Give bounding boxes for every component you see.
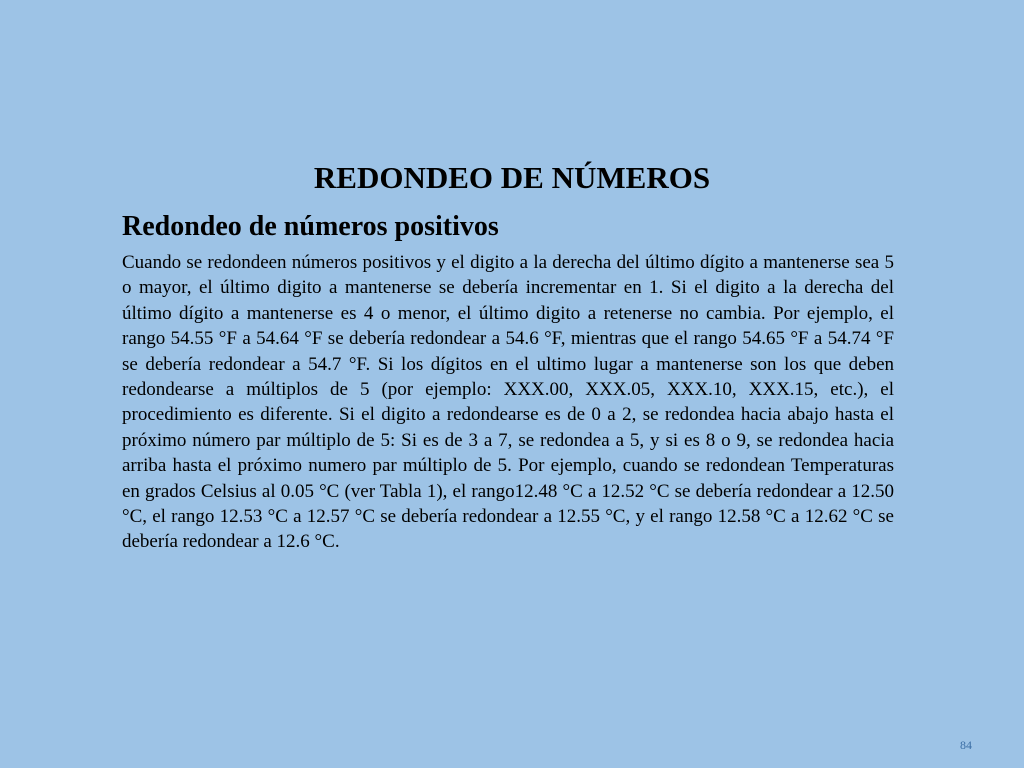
slide-title: REDONDEO DE NÚMEROS: [313, 160, 711, 195]
page-number: 84: [960, 738, 972, 752]
slide-content: [122, 208, 894, 555]
section-subtitle: Redondeo de números positivos: [122, 211, 499, 242]
body-paragraph: Cuando se redondeen números positivos y el digito a la derecha del último dígito a mantenerse sea 5 o mayor, el último digito a mantenerse se debería incrementar en 1. Si el digito a la derecha del último dígito a mantenerse es 4 o menor, el último digito a retenerse no cambia. Por ejemplo, el rango 54.55 °F a 54.64 °F se debería redondear a 54.6 °F, mientras que el rango 54.65 °F a 54.74 °F se debería redondear a 54.7 °F. Si los dígitos en el ultimo lugar a mantenerse son los que deben redondearse a múltiplos de 5 (por ejemplo: XXX.00, XXX.05, XXX.10, XXX.15, etc.), el procedimiento es diferente. Si el digito a redondearse es de 0 a 2, se redondea hacia abajo hasta el próximo número par múltiplo de 5: Si es de 3 a 7, se redondea a 5, y si es 8 o 9, se redondea hacia arriba hasta el próximo numero par múltiplo de 5. Por ejemplo, cuando se redondean Temperaturas en grados Celsius al 0.05 °C (ver Tabla 1), el rango12.48 °C a 12.52 °C se debería redondear a 12.50 °C, el rango 12.53 °C a 12.57 °C se debería redondear a 12.55 °C, y el rango 12.58 °C a 12.62 °C se debería redondear a 12.6 °C.: [122, 252, 894, 553]
